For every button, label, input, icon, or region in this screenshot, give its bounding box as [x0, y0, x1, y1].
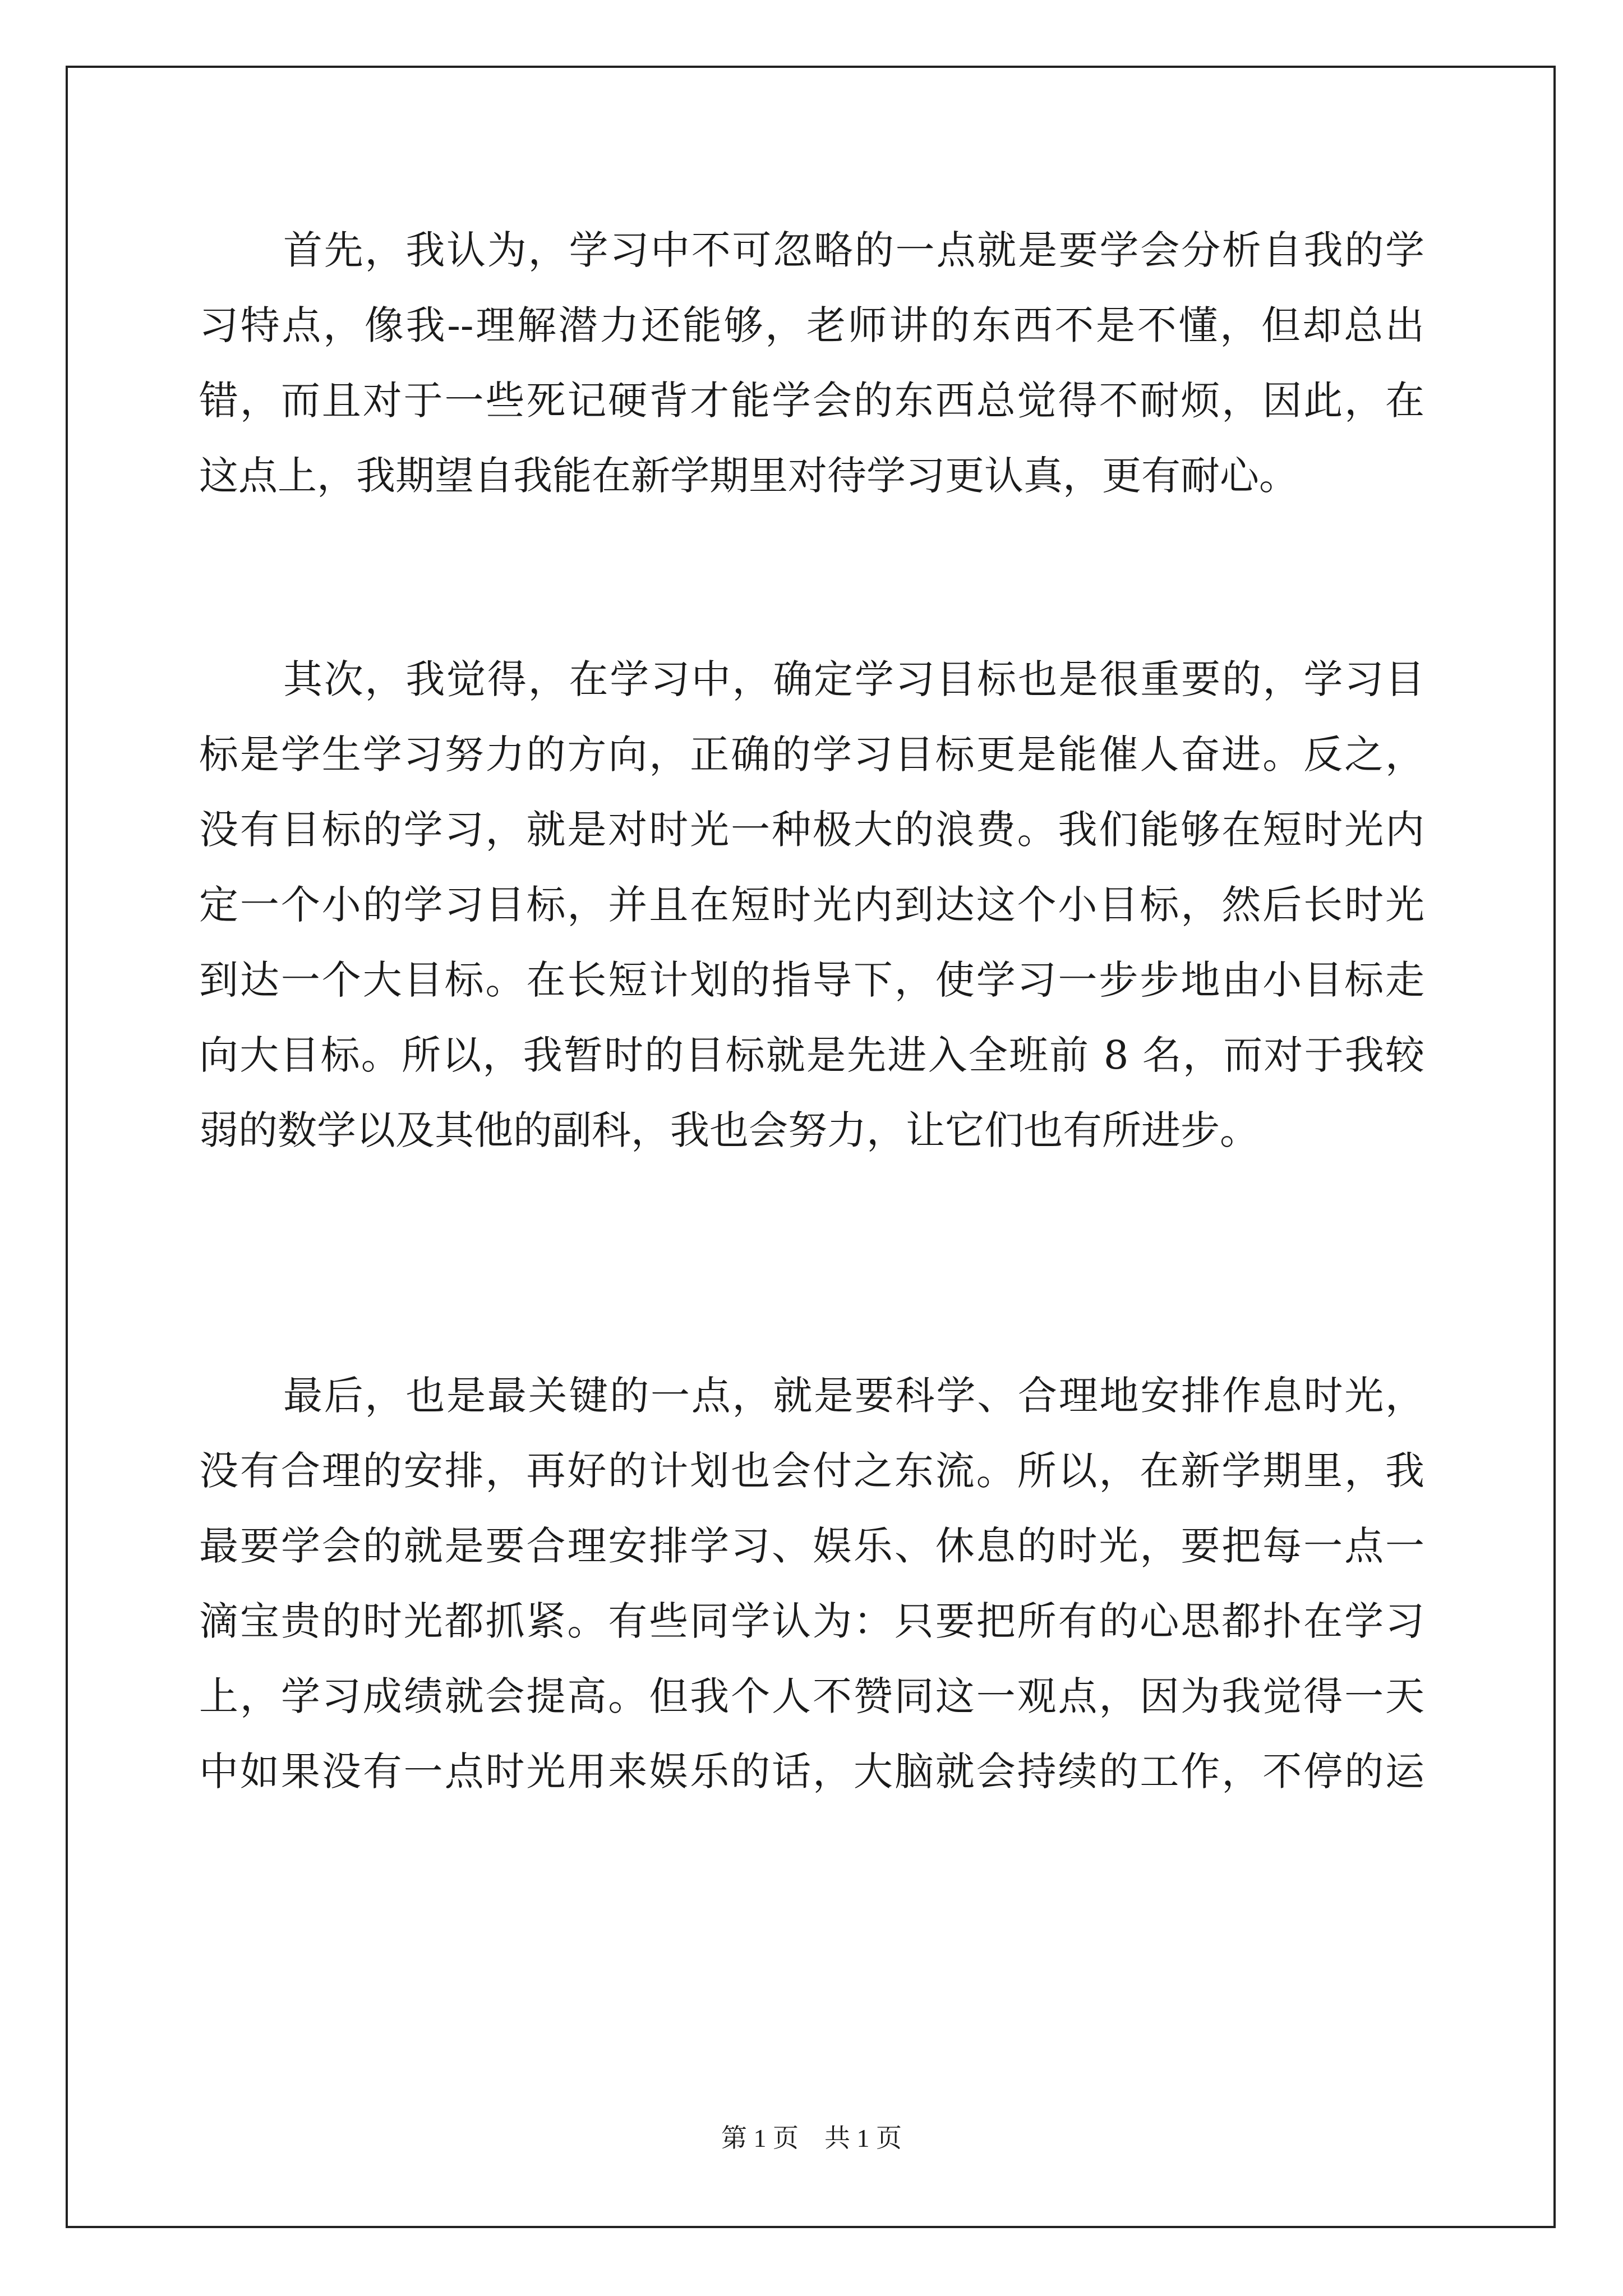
- paragraph-3-line-2: 没有合理的安排，再好的计划也会付之东流。所以，在新学期里，我: [199, 1448, 1424, 1494]
- paragraph-2-line-4: 定一个小的学习目标，并且在短时光内到达这个小目标，然后长时光: [199, 882, 1424, 928]
- paragraph-1-line-4: 这点上，我期望自我能在新学期里对待学习更认真，更有耐心。: [199, 453, 1298, 499]
- paragraph-3-line-1: 最后，也是最关键的一点，就是要科学、合理地安排作息时光，: [283, 1373, 1424, 1419]
- paragraph-2-line-5: 到达一个大目标。在长短计划的指导下，使学习一步步地由小目标走: [199, 957, 1424, 1003]
- paragraph-2-line-1: 其次，我觉得，在学习中，确定学习目标也是很重要的，学习目: [283, 656, 1424, 702]
- paragraph-2-line-2: 标是学生学习努力的方向，正确的学习目标更是能催人奋进。反之，: [199, 731, 1424, 777]
- paragraph-2-line-3: 没有目标的学习，就是对时光一种极大的浪费。我们能够在短时光内: [199, 807, 1424, 853]
- paragraph-1-line-1: 首先，我认为，学习中不可忽略的一点就是要学会分析自我的学: [283, 227, 1424, 273]
- paragraph-1-line-2: 习特点，像我--理解潜力还能够，老师讲的东西不是不懂，但却总出: [199, 302, 1424, 348]
- paragraph-3-line-4: 滴宝贵的时光都抓紧。有些同学认为：只要把所有的心思都扑在学习: [199, 1598, 1424, 1644]
- page-footer: 第 1 页 共 1 页: [721, 2124, 902, 2152]
- paragraph-3-line-6: 中如果没有一点时光用来娱乐的话，大脑就会持续的工作，不停的运: [199, 1749, 1424, 1795]
- paragraph-1-line-3: 错，而且对于一些死记硬背才能学会的东西总觉得不耐烦，因此，在: [199, 378, 1424, 424]
- paragraph-2-line-6: 向大目标。所以，我暂时的目标就是先进入全班前 8 名，而对于我较: [199, 1032, 1424, 1078]
- paragraph-2-line-7: 弱的数学以及其他的副科，我也会努力，让它们也有所进步。: [199, 1107, 1259, 1153]
- paragraph-3-line-5: 上，学习成绩就会提高。但我个人不赞同这一观点，因为我觉得一天: [199, 1673, 1424, 1719]
- paragraph-3-line-3: 最要学会的就是要合理安排学习、娱乐、休息的时光，要把每一点一: [199, 1523, 1424, 1569]
